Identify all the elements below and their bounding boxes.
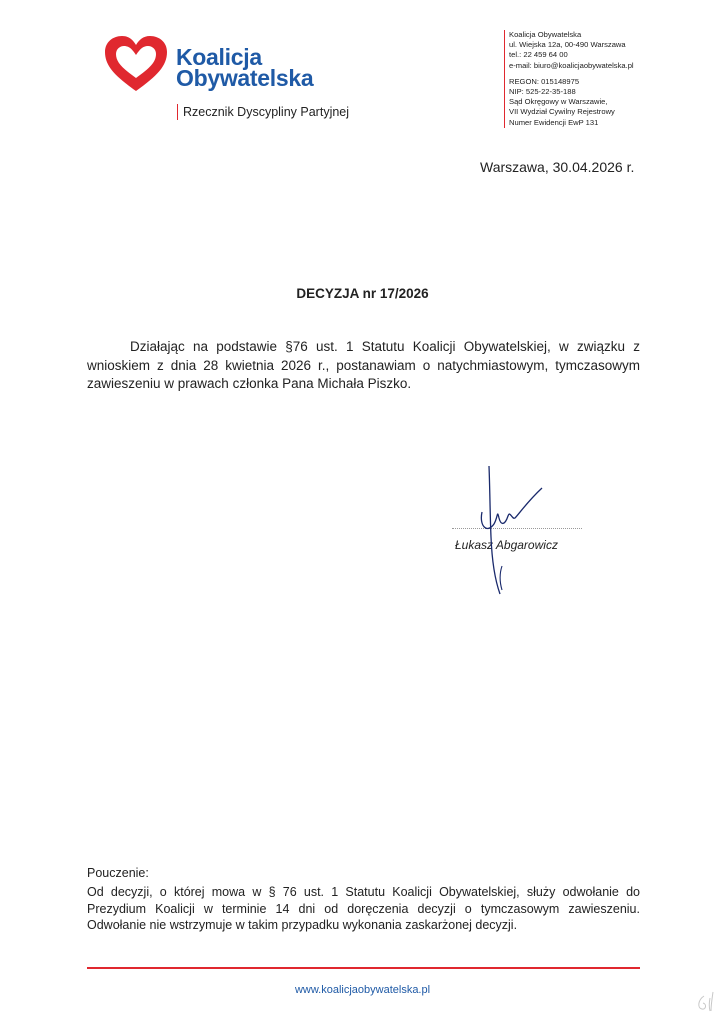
- org-address: ul. Wiejska 12a, 00-490 Warszawa: [509, 40, 626, 50]
- decision-body: Działając na podstawie §76 ust. 1 Statutu Koalicji Obywatelskiej, w związku z wnioskiem z dnia 28 kwietnia 2026 r., postanawiam o natychmiastowym, tymczasowym zawieszeniu w prawach członka Pana Michała Piszko.: [87, 339, 640, 391]
- handwritten-signature: [472, 462, 552, 600]
- org-regon: REGON: 015148975: [509, 76, 580, 86]
- signatory-name: Łukasz Abgarowicz: [455, 538, 558, 552]
- brand-name-line-1: Koalicja: [176, 44, 262, 70]
- footer-divider: [87, 967, 640, 969]
- handwritten-page-mark: [694, 990, 720, 1014]
- notice-text: Od decyzji, o której mowa w § 76 ust. 1 Statutu Koalicji Obywatelskiej, służy odwołanie do Prezydium Koalicji w terminie 14 dni od doręczenia decyzji o tymczasowym zawieszeniu. Odwołanie nie wstrzymuje w takim przypadku wykonania zaskarżonej decyzji.: [87, 885, 640, 932]
- organization-info: [504, 30, 634, 128]
- org-email: e-mail: biuro@koalicjaobywatelska.pl: [509, 60, 634, 70]
- place-and-date: Warszawa, 30.04.2026 r.: [480, 159, 635, 175]
- document-title: DECYZJA nr 17/2026: [296, 286, 429, 301]
- org-registry-number: Numer Ewidencji EwP 131: [509, 117, 599, 127]
- org-nip: NIP: 525-22-35-188: [509, 87, 576, 97]
- heart-logo-icon: [103, 35, 169, 93]
- footer-website-link[interactable]: www.koalicjaobywatelska.pl: [294, 984, 431, 996]
- notice-label: Pouczenie:: [87, 866, 149, 880]
- org-phone: tel.: 22 459 64 00: [509, 50, 568, 60]
- department-name: Rzecznik Dyscypliny Partyjnej: [177, 104, 349, 120]
- org-court: Sąd Okręgowy w Warszawie,: [509, 97, 608, 107]
- org-name: Koalicja Obywatelska: [509, 30, 582, 39]
- brand-name-line-2: Obywatelska: [176, 65, 314, 91]
- org-court-division: VII Wydział Cywilny Rejestrowy: [509, 107, 615, 117]
